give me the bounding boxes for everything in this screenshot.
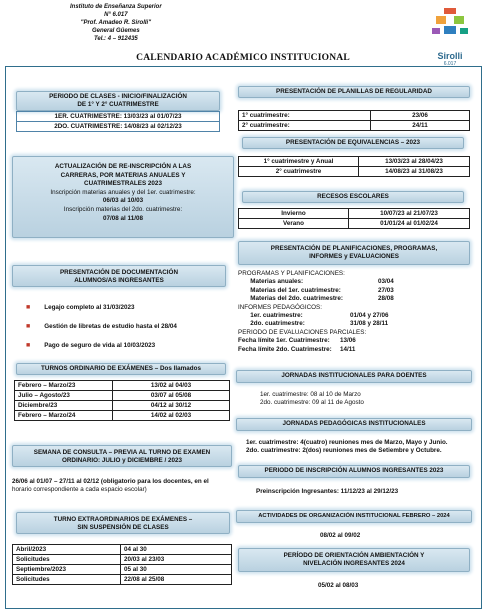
doc-item [26, 304, 135, 312]
planificaciones-list [238, 270, 470, 354]
plan-value: 27/03 [378, 286, 394, 294]
plan-value: 14/11 [340, 345, 356, 353]
text-line: 26/06 al 01/07 – 27/11 al 02/12 (obligatorio para los docentes, en el [12, 478, 209, 485]
section-title-line: SEMANA DE CONSULTA – PREVIA AL TURNO DE EXAMEN [33, 449, 211, 456]
plan-label: INFORMES PEDAGÓGICOS: [238, 303, 322, 311]
plan-line [238, 320, 470, 328]
header-line: Tel.: 4 – 912435 [93, 36, 138, 42]
table-cell: 1ER. CUATRIMESTRE: 13/03/23 al 01/07/23 [17, 112, 220, 122]
section-title-line: ORDINARIO: JULIO y DICIEMBRE / 2023 [61, 457, 182, 464]
table-cell: Febrero – Marzo/24 [15, 411, 113, 421]
doc-item-text: Legajo completo al 31/03/2023 [44, 304, 135, 311]
table-row [13, 555, 232, 565]
plan-label: Materias anuales: [238, 278, 304, 286]
table-row [239, 209, 470, 219]
plan-value: 28/08 [378, 295, 394, 303]
table-cell: 22/08 al 25/08 [121, 575, 232, 585]
page-title: CALENDARIO ACADÉMICO INSTITUCIONAL [136, 53, 350, 63]
pedagogicas-text [246, 439, 448, 456]
section-title-line: TURNO EXTRAORDINARIOS DE EXÁMENES – [53, 516, 193, 523]
table-cell: Diciembre/23 [15, 401, 113, 411]
table-cell: 24/11 [371, 121, 470, 131]
inscripcion-text: Preinscripción Ingresantes: 11/12/23 al 29/12/23 [256, 488, 399, 495]
table-row [239, 219, 470, 229]
header-line: "Prof. Amadeo R. Sirolli" [80, 20, 152, 26]
plan-line [238, 295, 470, 303]
receso-table [238, 208, 470, 229]
table-cell: 13/03/23 al 28/04/23 [359, 157, 470, 167]
logo-subtext: 6.017 [443, 61, 457, 67]
table-cell: 04/12 al 30/12 [113, 401, 230, 411]
table-cell: 01/01/24 al 01/02/24 [349, 219, 470, 229]
table-row [239, 111, 470, 121]
orientacion-text: 05/02 al 08/03 [318, 582, 359, 589]
text-line: CARRERAS, POR MATERIAS ANUALES Y [60, 171, 186, 179]
table-cell: 13/02 al 04/03 [113, 381, 230, 391]
text-line: 2do. cuatrimestre: 2(dos) reuniones mes de Setiembre y Octubre. [246, 447, 442, 455]
text-line: CUATRIMESTRALES 2023 [84, 180, 162, 188]
plan-label: PERIODO DE EVALUACIONES PARCIALES: [238, 328, 367, 336]
doc-item [26, 342, 155, 350]
text-line: 2do. cuatrimestre: 09 al 11 de Agosto [260, 399, 364, 407]
actualizacion-box [12, 156, 234, 238]
section-title-line: PRESENTACIÓN DE DOCUMENTACIÓN [59, 269, 178, 276]
table-row [15, 411, 230, 421]
doc-item-text: Pago de seguro de vida al 10/03/2023 [44, 342, 156, 349]
plan-value: 03/04 [378, 278, 394, 286]
table-cell: 23/06 [371, 111, 470, 121]
plan-label: Materias del 2do. cuatrimestre: [238, 295, 343, 303]
plan-line [238, 312, 470, 320]
planificaciones-title [238, 241, 470, 265]
section-title-line: PRESENTACIÓN DE PLANIFICACIONES, PROGRAMAS, [270, 245, 438, 252]
section-title-line: DE 1° Y 2° CUATRIMESTRE [77, 101, 159, 108]
table-cell: 1° cuatrimestre y Anual [239, 157, 359, 167]
inscripcion-title: PERIODO DE INSCRIPCIÓN ALUMNOS INGRESANTES 2023 [238, 465, 470, 478]
turnos-title: TURNOS ORDINARIO DE EXÁMENES – Dos llamados [16, 363, 226, 375]
plan-line [238, 278, 470, 286]
text-line: ACTUALIZACIÓN DE RE-INSCRIPCIÓN A LAS [54, 163, 192, 170]
plan-line [238, 304, 470, 312]
orientacion-title [238, 548, 470, 572]
bullet-icon: ■ [26, 323, 31, 330]
text-line: 07/08 al 11/08 [103, 214, 143, 222]
equivalencias-title: PRESENTACIÓN DE EQUIVALENCIAS – 2023 [242, 137, 464, 149]
table-row [15, 381, 230, 391]
table-cell: 10/07/23 al 21/07/23 [349, 209, 470, 219]
table-cell: Solicitudes [13, 555, 121, 565]
table-row [13, 575, 232, 585]
section-title-line: NIVELACIÓN INGRESANTES 2024 [303, 560, 405, 567]
table-row [15, 401, 230, 411]
table-cell: 04 al 30 [121, 545, 232, 555]
pedagogicas-title: JORNADAS PEDAGÓGICAS INSTITUCIONALES [236, 418, 472, 431]
table-cell: Febrero – Marzo/23 [15, 381, 113, 391]
header-line: N° 6.017 [104, 12, 128, 18]
documentacion-title [12, 265, 226, 287]
header-line: Instituto de Enseñanza Superior [70, 4, 162, 10]
table-cell: Septiembre/2023 [13, 565, 121, 575]
plan-label: Fecha límite 2do. Cuatrimestre: [238, 345, 332, 353]
table-cell: 2° cuatrimestre: [239, 121, 371, 131]
table-cell: 20/03 al 23/03 [121, 555, 232, 565]
section-title-line: ALUMNOS/AS INGRESANTES [74, 277, 164, 284]
table-cell: Verano [239, 219, 349, 229]
doc-item-text: Gestión de libretas de estudio hasta el 28/04 [44, 323, 177, 330]
table-row [239, 157, 470, 167]
periodo-table [16, 111, 220, 132]
logo-text: Sirolli [437, 51, 463, 61]
text-line: Inscripción materias anuales y del 1er. cuatrimestre: [50, 188, 196, 196]
text-line: Inscripción materias del 2do. cuatrimestre: [63, 205, 183, 213]
equivalencias-table [238, 156, 470, 177]
organizacion-title: ACTIVIDADES DE ORGANIZACIÓN INSTITUCIONAL FEBRERO – 2024 [236, 510, 472, 523]
consulta-text [12, 478, 209, 495]
plan-label: 2do. cuatrimestre: [238, 320, 305, 328]
table-cell: 05 al 30 [121, 565, 232, 575]
bullet-icon: ■ [26, 304, 31, 311]
consulta-title [12, 445, 232, 467]
section-title-line: PERIODO DE CLASES - INICIO/FINALIZACIÓN [49, 93, 187, 100]
table-row [13, 565, 232, 575]
planillas-title: PRESENTACIÓN DE PLANILLAS DE REGULARIDAD [238, 86, 470, 98]
table-cell: 2DO. CUATRIMESTRE: 14/08/23 al 02/12/23 [17, 122, 220, 132]
table-cell: Invierno [239, 209, 349, 219]
table-cell: Abril/2023 [13, 545, 121, 555]
plan-line [238, 329, 470, 337]
plan-line [238, 346, 470, 354]
plan-line [238, 287, 470, 295]
table-cell: 2° cuatrimestre [239, 167, 359, 177]
table-row [13, 545, 232, 555]
text-line: 1er. cuatrimestre: 08 al 10 de Marzo [260, 391, 361, 398]
planillas-table [238, 110, 470, 131]
plan-label: 1er. cuatrimestre: [238, 312, 303, 320]
plan-value: 31/08 y 28/11 [350, 320, 389, 328]
section-title-line: PERÍODO DE ORIENTACIÓN AMBIENTACIÓN Y [283, 552, 425, 559]
table-row [239, 121, 470, 131]
periodo-title [16, 91, 220, 111]
header-line: General Güemes [91, 28, 140, 34]
organizacion-text: 08/02 al 09/02 [320, 532, 361, 539]
table-cell: Julio – Agosto/23 [15, 391, 113, 401]
jornadas-title: JORNADAS INSTITUCIONALES PARA DOENTES [236, 370, 472, 383]
plan-line [238, 337, 470, 345]
section-title-line: INFORMES y EVALUACIONES [309, 253, 399, 260]
receso-title: RECESOS ESCOLARES [242, 191, 464, 203]
doc-item [26, 323, 177, 331]
jornadas-text [260, 391, 364, 408]
extra-title [16, 512, 230, 534]
plan-label: Materias del 1er. cuatrimestre: [238, 286, 341, 294]
text-line: 06/03 al 10/03 [102, 197, 144, 205]
extra-table [12, 544, 232, 585]
table-cell: 14/02 al 02/03 [113, 411, 230, 421]
table-row [239, 167, 470, 177]
plan-value: 13/06 [340, 337, 356, 345]
logo-icon [418, 4, 482, 50]
text-line: horario correspondiente a cada espacio escolar) [12, 486, 147, 494]
plan-label: PROGRAMAS Y PLANIFICACIONES: [238, 270, 345, 277]
table-cell: 14/08/23 al 31/08/23 [359, 167, 470, 177]
plan-line [238, 270, 470, 278]
section-title-line: SIN SUSPENSIÓN DE CLASES [77, 524, 169, 531]
table-cell: Solicitudes [13, 575, 121, 585]
table-cell: 1° cuatrimestre: [239, 111, 371, 121]
text-line: 1er. cuatrimestre: 4(cuatro) reuniones mes de Marzo, Mayo y Junio. [246, 439, 448, 446]
table-cell: 03/07 al 05/08 [113, 391, 230, 401]
bullet-icon: ■ [26, 342, 31, 349]
table-row [15, 391, 230, 401]
institution-header [70, 3, 162, 43]
turnos-table [14, 380, 230, 421]
plan-label: Fecha límite 1er. Cuatrimestre: [238, 337, 330, 345]
plan-value: 01/04 y 27/06 [350, 312, 389, 320]
